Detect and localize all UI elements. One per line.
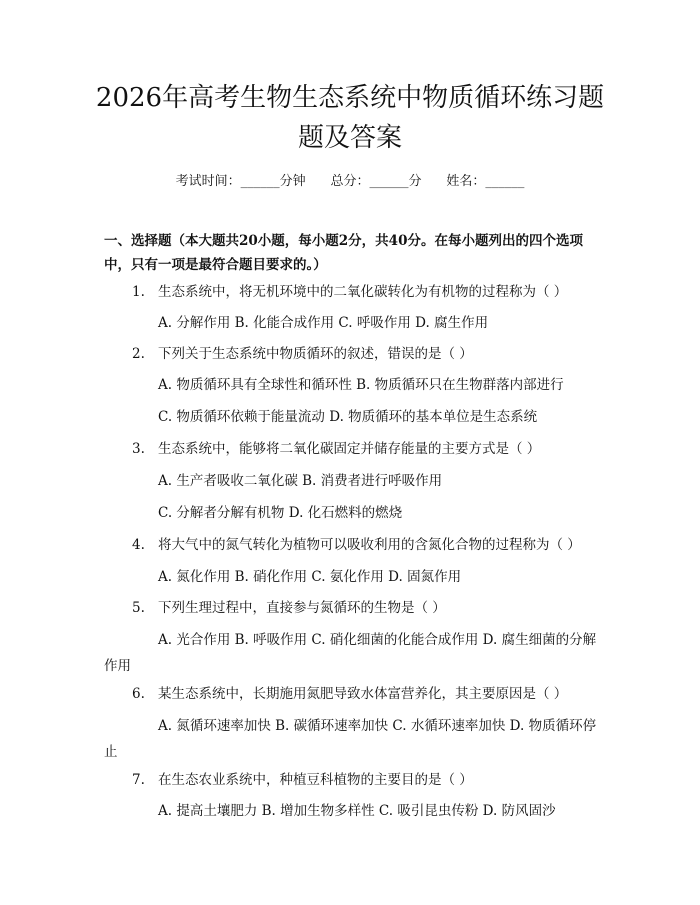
document-title <box>80 78 620 158</box>
question-text: 下列生理过程中，直接参与氮循环的生物是（ ） <box>158 600 446 616</box>
name-blank: ______ <box>485 174 525 189</box>
question-5-stem <box>104 595 604 621</box>
score-unit: 分 <box>408 174 422 189</box>
question-number: 5. <box>132 600 145 616</box>
question-2-stem <box>104 341 604 367</box>
question-2-options-1: A. 物质循环具有全球性和循环性 B. 物质循环只在生物群落内部进行 <box>158 377 564 393</box>
question-4-options-1: A. 氮化作用 B. 硝化作用 C. 氨化作用 D. 固氮作用 <box>158 569 462 585</box>
title-line-1: 2026年高考生物生态系统中物质循环练习题 <box>95 83 605 113</box>
title-line-2: 题及答案 <box>297 123 402 153</box>
question-number: 1. <box>132 284 145 300</box>
question-4-stem <box>104 532 604 558</box>
question-5-options-1: A. 光合作用 B. 呼吸作用 C. 硝化细菌的化能合成作用 D. 腐生细菌的分解作用 <box>104 632 597 674</box>
question-3-options-1: A. 生产者吸收二氧化碳 B. 消费者进行呼吸作用 <box>158 473 443 489</box>
question-text: 在生态农业系统中，种植豆科植物的主要目的是（ ） <box>158 772 473 788</box>
time-label: 考试时间： <box>175 174 241 189</box>
question-number: 7. <box>132 772 145 788</box>
question-text: 生态系统中，将无机环境中的二氧化碳转化为有机物的过程称为（ ） <box>158 284 568 300</box>
time-unit: 分钟 <box>279 174 306 189</box>
question-1-stem <box>104 279 604 305</box>
question-number: 3. <box>132 441 145 457</box>
question-7-options-1: A. 提高土壤肥力 B. 增加生物多样性 C. 吸引昆虫传粉 D. 防风固沙 <box>158 803 556 819</box>
question-number: 2. <box>132 346 145 362</box>
section-heading: 一、选择题（本大题共20小题，每小题2分，共40分。在每小题列出的四个选项中，只有一项是最符合题目要求的。） <box>104 233 583 273</box>
name-label: 姓名： <box>446 174 486 189</box>
exam-info-line <box>0 170 700 189</box>
question-3-stem <box>104 436 604 462</box>
score-label: 总分： <box>330 174 370 189</box>
question-1-options-1: A. 分解作用 B. 化能合成作用 C. 呼吸作用 D. 腐生作用 <box>158 315 489 331</box>
question-number: 6. <box>132 686 145 702</box>
score-blank: ______ <box>369 174 409 189</box>
question-text: 下列关于生态系统中物质循环的叙述，错误的是（ ） <box>158 346 473 362</box>
question-7-stem <box>104 767 604 793</box>
question-2-options-2: C. 物质循环依赖于能量流动 D. 物质循环的基本单位是生态系统 <box>158 409 538 425</box>
question-text: 将大气中的氮气转化为植物可以吸收利用的含氮化合物的过程称为（ ） <box>158 537 581 553</box>
time-blank: ______ <box>240 174 280 189</box>
question-6-options-1: A. 氮循环速率加快 B. 碳循环速率加快 C. 水循环速率加快 D. 物质循环停止 <box>104 718 597 760</box>
question-text: 某生态系统中，长期施用氮肥导致水体富营养化，其主要原因是（ ） <box>158 686 568 702</box>
question-text: 生态系统中，能够将二氧化碳固定并储存能量的主要方式是（ ） <box>158 441 541 457</box>
question-3-options-2: C. 分解者分解有机物 D. 化石燃料的燃烧 <box>158 505 403 521</box>
question-6-stem <box>104 681 604 707</box>
question-number: 4. <box>132 537 145 553</box>
